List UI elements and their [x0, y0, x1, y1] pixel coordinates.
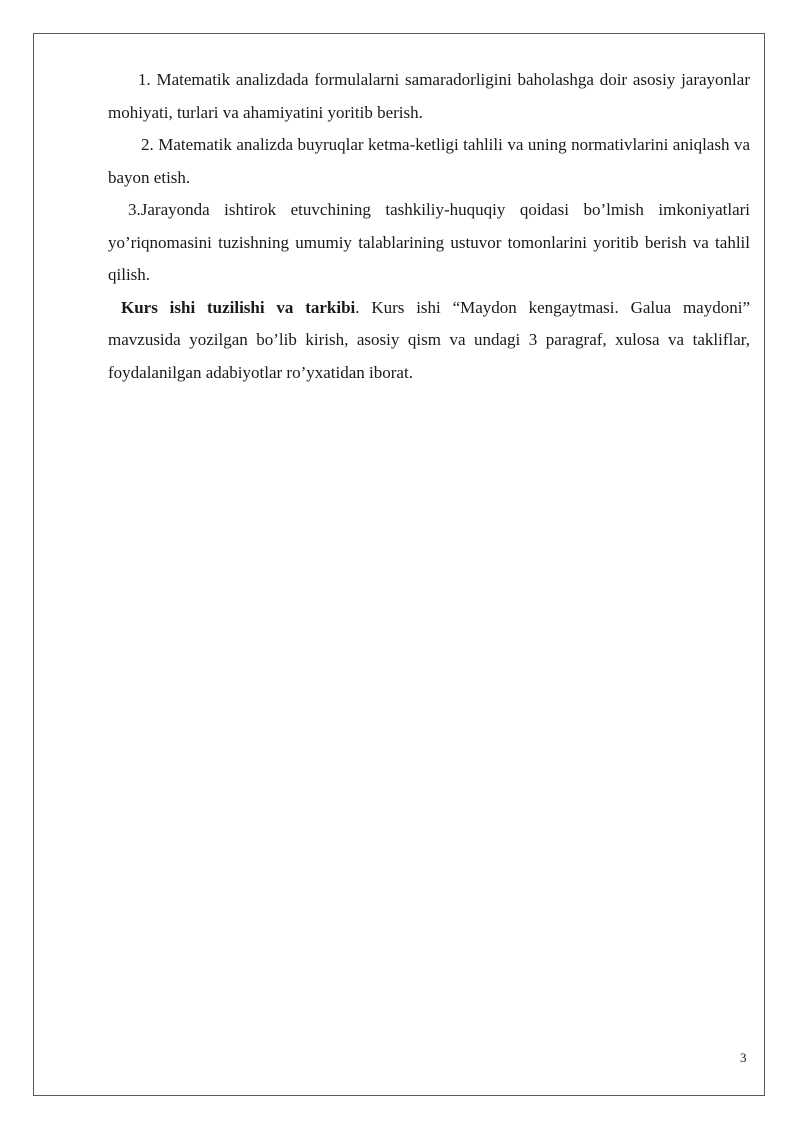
page-number: 3 [740, 1050, 747, 1065]
paragraph-structure [108, 292, 750, 390]
paragraph-text: 3.Jarayonda ishtirok etuvchining tashkiliy-huquqiy qoidasi bo’lmish imkoniyatlari yo’riqnomasini tuzishning umumiy talablarining ustuvor tomonlarini yoritib berish va tahlil qilish. [108, 200, 750, 284]
paragraph-text: 1. Matematik analizdada formulalarni samaradorligini baholashga doir asosiy jarayonlar mohiyati, turlari va ahamiyatini yoritib berish. [108, 70, 750, 122]
paragraph-objective-2 [108, 129, 750, 194]
paragraph-objective-3 [108, 194, 750, 292]
document-body [108, 64, 750, 389]
paragraph-objective-1 [108, 64, 750, 129]
structure-heading: Kurs ishi tuzilishi va tarkibi [121, 297, 356, 317]
paragraph-text: . Kurs ishi “Maydon kengaytmasi. Galua maydoni” mavzusida yozilgan bo’lib kirish, asosiy qism va undagi 3 paragraf, xulosa va takliflar, foydalanilgan adabiyotlar ro’yxatidan iborat. [108, 297, 750, 382]
paragraph-text: 2. Matematik analizda buyruqlar ketma-ketligi tahlili va uning normativlarini aniqlash va bayon etish. [108, 135, 750, 187]
